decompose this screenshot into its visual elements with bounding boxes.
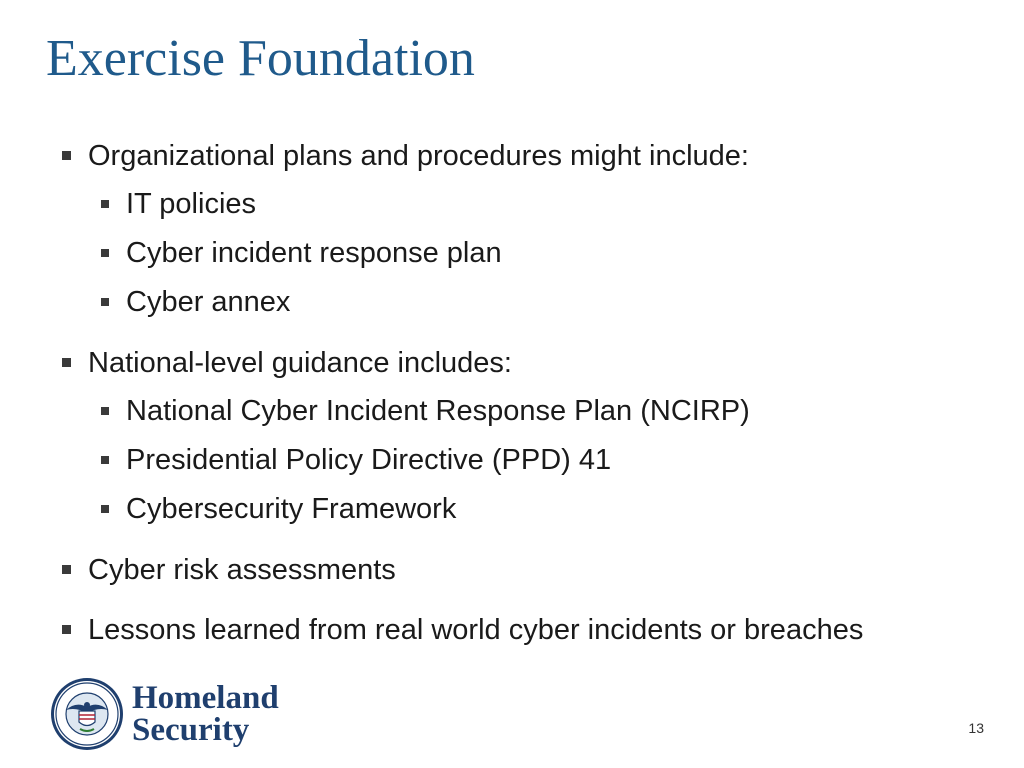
bullet-square-icon [62,151,71,160]
bullet-text: Cyber risk assessments [88,554,396,586]
bullet-item [62,339,1002,387]
bullet-square-icon [101,249,109,257]
bullet-square-icon [101,298,109,306]
brand-wordmark [132,682,279,746]
sub-bullet-item [62,387,1002,436]
page-number: 13 [968,720,984,736]
brand-line-1: Homeland [132,680,279,716]
sub-bullet-item [62,229,1002,278]
sub-bullet-text: National Cyber Incident Response Plan (NCIRP) [126,395,750,427]
bullet-item [62,132,1002,180]
bullet-text: National-level guidance includes: [88,347,512,379]
sub-bullet-item [62,180,1002,229]
bullet-item [62,606,1002,654]
dhs-logo [50,676,279,752]
bullet-square-icon [101,407,109,415]
sub-bullet-text: Cyber incident response plan [126,237,502,269]
sub-bullet-text: IT policies [126,188,257,220]
sub-bullet-item [62,436,1002,485]
bullet-square-icon [62,565,71,574]
dhs-seal-icon [50,677,124,751]
bullet-square-icon [62,358,71,367]
bullet-text: Lessons learned from real world cyber incidents or breaches [88,614,864,646]
bullet-square-icon [101,505,109,513]
bullet-list [62,132,1002,654]
sub-bullet-item [62,485,1002,534]
slide-title: Exercise Foundation [46,30,475,87]
sub-bullet-text: Cybersecurity Framework [126,493,457,525]
sub-bullet-text: Cyber annex [126,286,291,318]
bullet-square-icon [101,456,109,464]
bullet-square-icon [101,200,109,208]
brand-line-2: Security [132,712,250,748]
sub-bullet-item [62,278,1002,327]
bullet-square-icon [62,625,71,634]
bullet-text: Organizational plans and procedures might include: [88,140,749,172]
bullet-item [62,546,1002,594]
sub-bullet-text: Presidential Policy Directive (PPD) 41 [126,444,612,476]
